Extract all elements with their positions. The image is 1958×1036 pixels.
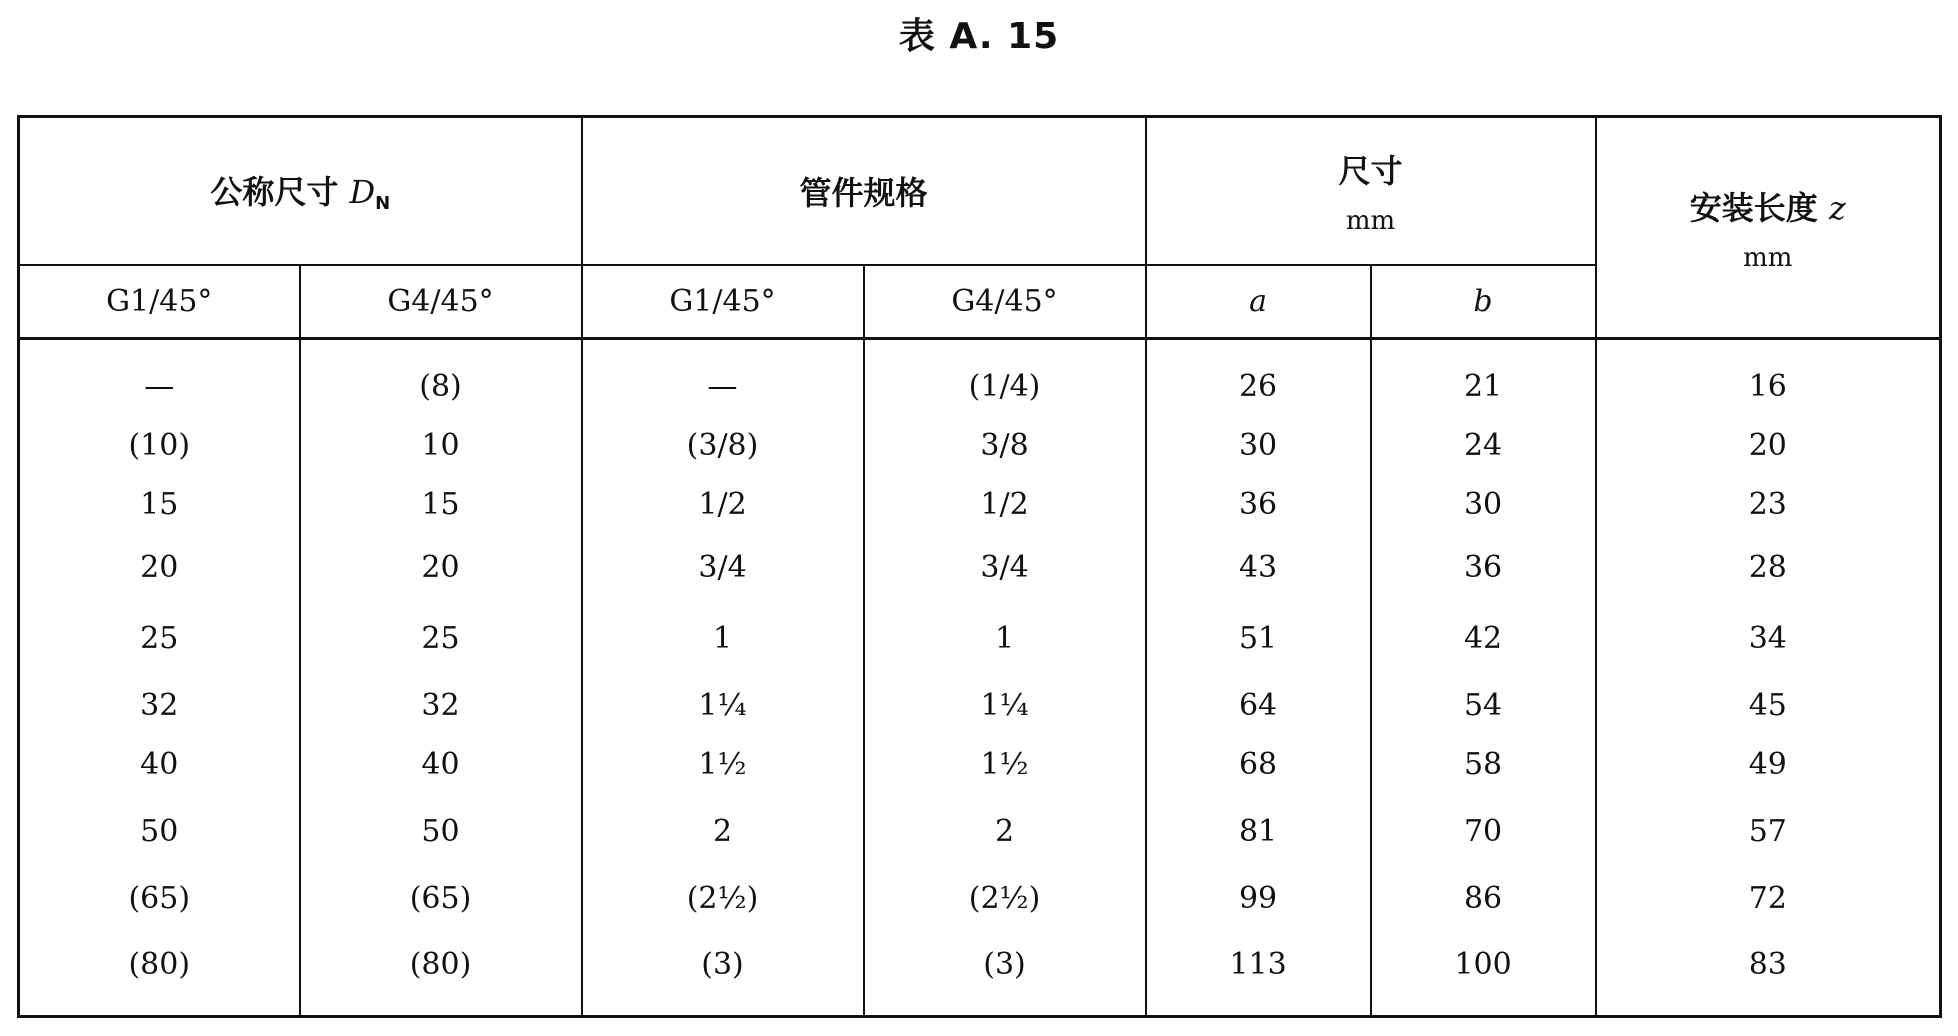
cell-b: 86 [1371, 869, 1596, 928]
cell-dn-g1: (10) [19, 416, 300, 475]
table-row [19, 416, 1941, 475]
cell-z: 23 [1596, 475, 1941, 534]
nominal-size-symbol: D [349, 173, 376, 212]
dimensions-label: 尺寸 [1338, 151, 1403, 190]
install-length-symbol: z [1828, 188, 1846, 227]
table-row [19, 675, 1941, 734]
dimension-table [17, 115, 1942, 1018]
table-row [19, 869, 1941, 928]
subheader-dim-a: a [1146, 265, 1371, 339]
nominal-size-label: 公称尺寸 [210, 173, 339, 212]
cell-a: 26 [1146, 339, 1371, 416]
cell-z: 28 [1596, 535, 1941, 601]
cell-spec-g1: — [582, 339, 864, 416]
cell-a: 36 [1146, 475, 1371, 534]
nominal-size-subscript: N [375, 193, 391, 215]
cell-spec-g4: (3) [864, 928, 1146, 1017]
cell-a: 99 [1146, 869, 1371, 928]
table-row [19, 735, 1941, 794]
cell-spec-g4: 1/2 [864, 475, 1146, 534]
cell-spec-g1: (3) [582, 928, 864, 1017]
nominal-size-header [19, 117, 582, 265]
cell-a: 30 [1146, 416, 1371, 475]
table-row [19, 475, 1941, 534]
cell-spec-g4: 1¼ [864, 675, 1146, 734]
install-length-label: 安装长度 [1689, 188, 1818, 227]
cell-dn-g1: 40 [19, 735, 300, 794]
cell-z: 83 [1596, 928, 1941, 1017]
cell-z: 57 [1596, 794, 1941, 868]
dimensions-unit: mm [1345, 205, 1396, 236]
cell-a: 113 [1146, 928, 1371, 1017]
cell-spec-g4: (2½) [864, 869, 1146, 928]
cell-spec-g4: 1 [864, 601, 1146, 675]
cell-dn-g1: — [19, 339, 300, 416]
table-row [19, 535, 1941, 601]
cell-z: 49 [1596, 735, 1941, 794]
table-body [19, 339, 1941, 1017]
table-row [19, 794, 1941, 868]
cell-b: 30 [1371, 475, 1596, 534]
install-length-unit: mm [1743, 242, 1793, 273]
cell-spec-g1: 1¼ [582, 675, 864, 734]
cell-spec-g1: 1½ [582, 735, 864, 794]
cell-dn-g1: (80) [19, 928, 300, 1017]
cell-spec-g4: 2 [864, 794, 1146, 868]
cell-b: 21 [1371, 339, 1596, 416]
cell-dn-g4: 50 [300, 794, 582, 868]
subheader-dim-b: b [1371, 265, 1596, 339]
cell-dn-g4: 40 [300, 735, 582, 794]
cell-dn-g4: 15 [300, 475, 582, 534]
cell-a: 68 [1146, 735, 1371, 794]
cell-b: 36 [1371, 535, 1596, 601]
cell-dn-g4: 32 [300, 675, 582, 734]
cell-z: 45 [1596, 675, 1941, 734]
cell-dn-g1: 15 [19, 475, 300, 534]
subheader-spec-g1: G1/45° [582, 265, 864, 339]
fitting-spec-header: 管件规格 [582, 117, 1146, 265]
cell-dn-g1: 20 [19, 535, 300, 601]
table-row [19, 339, 1941, 416]
cell-spec-g4: (1/4) [864, 339, 1146, 416]
cell-b: 42 [1371, 601, 1596, 675]
cell-b: 58 [1371, 735, 1596, 794]
cell-a: 81 [1146, 794, 1371, 868]
cell-dn-g1: (65) [19, 869, 300, 928]
cell-dn-g4: (80) [300, 928, 582, 1017]
cell-dn-g4: 10 [300, 416, 582, 475]
cell-b: 54 [1371, 675, 1596, 734]
subheader-dn-g1: G1/45° [19, 265, 300, 339]
cell-spec-g1: (2½) [582, 869, 864, 928]
cell-dn-g1: 25 [19, 601, 300, 675]
cell-b: 70 [1371, 794, 1596, 868]
cell-dn-g4: 20 [300, 535, 582, 601]
cell-spec-g1: (3/8) [582, 416, 864, 475]
install-length-header [1596, 117, 1941, 339]
cell-z: 20 [1596, 416, 1941, 475]
cell-spec-g1: 1 [582, 601, 864, 675]
cell-spec-g1: 2 [582, 794, 864, 868]
subheader-spec-g4: G4/45° [864, 265, 1146, 339]
cell-dn-g4: (65) [300, 869, 582, 928]
cell-z: 34 [1596, 601, 1941, 675]
header-row [19, 117, 1941, 265]
table-row [19, 601, 1941, 675]
cell-dn-g4: 25 [300, 601, 582, 675]
table-caption: 表 A. 15 [898, 16, 1060, 57]
cell-spec-g4: 1½ [864, 735, 1146, 794]
cell-z: 16 [1596, 339, 1941, 416]
cell-b: 100 [1371, 928, 1596, 1017]
cell-z: 72 [1596, 869, 1941, 928]
cell-spec-g1: 3/4 [582, 535, 864, 601]
table-row [19, 928, 1941, 1017]
subheader-dn-g4: G4/45° [300, 265, 582, 339]
cell-a: 51 [1146, 601, 1371, 675]
cell-a: 64 [1146, 675, 1371, 734]
cell-spec-g4: 3/4 [864, 535, 1146, 601]
cell-dn-g4: (8) [300, 339, 582, 416]
cell-a: 43 [1146, 535, 1371, 601]
dimensions-header [1146, 117, 1596, 265]
cell-spec-g4: 3/8 [864, 416, 1146, 475]
cell-dn-g1: 32 [19, 675, 300, 734]
cell-spec-g1: 1/2 [582, 475, 864, 534]
cell-b: 24 [1371, 416, 1596, 475]
cell-dn-g1: 50 [19, 794, 300, 868]
